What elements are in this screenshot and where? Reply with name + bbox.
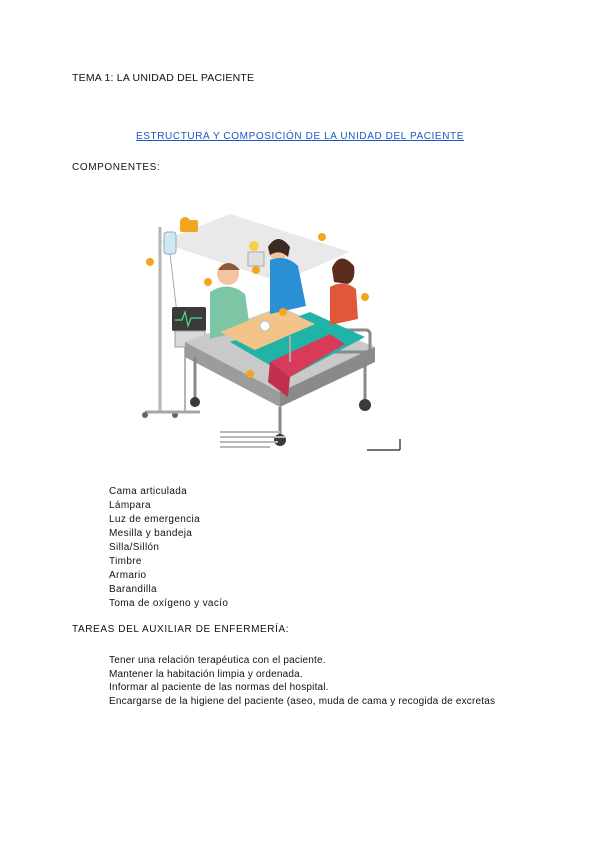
list-item: Mantener la habitación limpia y ordenada. xyxy=(109,668,303,680)
list-item: Lámpara xyxy=(109,500,151,511)
marker-icon xyxy=(252,266,260,274)
list-item: Toma de oxígeno y vacío xyxy=(109,598,229,609)
list-item: Tener una relación terapéutica con el paciente. xyxy=(109,655,326,666)
list-item: Armario xyxy=(109,570,147,581)
list-item: Mesilla y bandeja xyxy=(109,528,193,539)
hospital-room-illustration xyxy=(130,212,410,460)
marker-icon xyxy=(279,308,287,316)
tasks-list xyxy=(109,654,495,708)
list-item: Silla/Sillón xyxy=(109,542,160,553)
marker-icon xyxy=(246,370,254,378)
list-item: Timbre xyxy=(109,556,142,567)
section-subtitle-link[interactable]: ESTRUCTURA Y COMPOSICIÓN DE LA UNIDAD DEL PACIENTE xyxy=(135,131,465,142)
components-heading: COMPONENTES: xyxy=(72,162,161,173)
marker-icon xyxy=(361,293,369,301)
list-item: Cama articulada xyxy=(109,486,188,497)
marker-icon xyxy=(318,233,326,241)
vital-monitor xyxy=(172,307,206,331)
list-item: Encargarse de la higiene del paciente (aseo, muda de cama y recogida de excretas xyxy=(109,695,496,707)
list-item: Informar al paciente de las normas del hospital. xyxy=(109,682,329,693)
marker-icon xyxy=(204,278,212,286)
page-title: TEMA 1: LA UNIDAD DEL PACIENTE xyxy=(72,72,255,84)
tasks-heading: TAREAS DEL AUXILIAR DE ENFERMERÍA: xyxy=(72,624,290,635)
list-item: Barandilla xyxy=(109,584,157,595)
iv-bag xyxy=(164,232,176,254)
marker-icon xyxy=(146,258,154,266)
list-item: Luz de emergencia xyxy=(109,514,201,525)
marker-icon xyxy=(180,217,190,227)
components-list xyxy=(109,485,228,611)
